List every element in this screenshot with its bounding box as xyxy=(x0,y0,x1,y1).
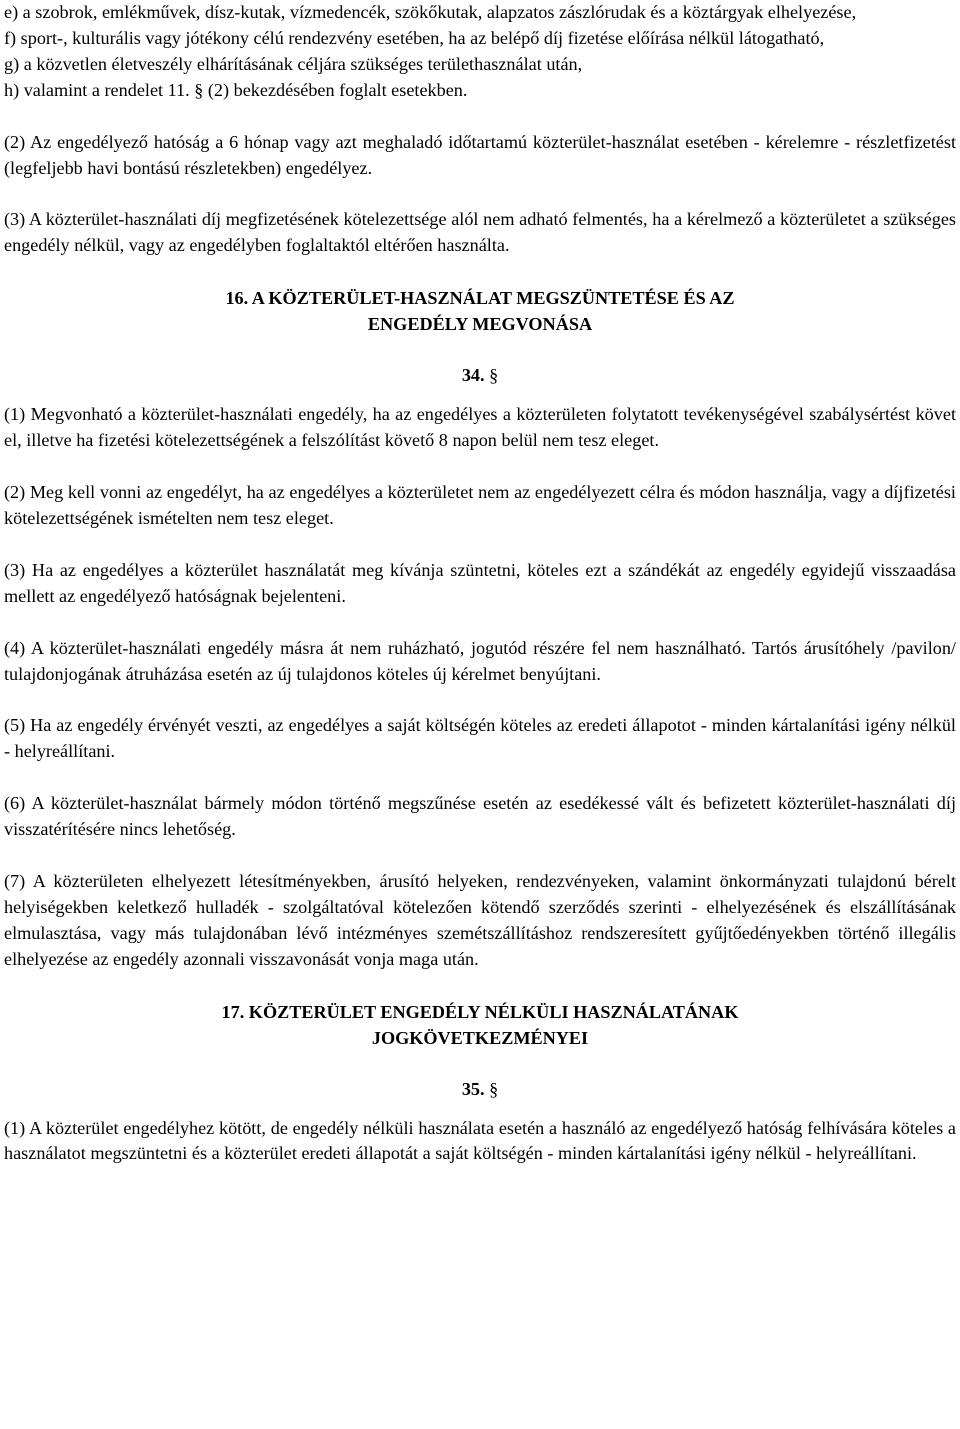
section-34-paragraph-7: (7) A közterületen elhelyezett létesítményekben, árusító helyeken, rendezvényeken, valamint önkormányzati tulajdonú bérelt helyiségekben keletkező hulladék - szolgáltatóval kötelezően kötendő szerződés szerinti - elhelyezésének és elszállításának elmulasztása, vagy más tulajdonában lévő intézményes szemétszállításhoz rendszeresített gyűjtőedényekben történő illegális elhelyezése az engedély azonnali visszavonását vonja maga után. xyxy=(4,871,956,969)
list-item-h: h) valamint a rendelet 11. § (2) bekezdésében foglalt esetekben. xyxy=(4,79,468,100)
chapter-17-heading xyxy=(4,999,956,1051)
section-35-heading xyxy=(4,1077,956,1103)
section-34-paragraph-3: (3) Ha az engedélyes a közterület használatát meg kívánja szüntetni, köteles ezt a szándékát az engedély egyidejű visszaadása mellett az engedélyező hatóságnak bejelenteni. xyxy=(4,559,956,606)
section-34-heading xyxy=(4,363,956,389)
section-34-paragraph-2: (2) Meg kell vonni az engedélyt, ha az engedélyes a közterületet nem az engedélyezett célra és módon használja, vagy a díjfizetési kötelezettségének ismételten nem tesz eleget. xyxy=(4,481,956,528)
section-34-paragraph-5: (5) Ha az engedély érvényét veszti, az engedélyes a saját költségén köteles az eredeti állapotot - minden kártalanítási igény nélkül - helyreállítani. xyxy=(4,715,956,762)
document-page xyxy=(4,0,956,1167)
section-sign: § xyxy=(489,365,499,386)
chapter-16-heading xyxy=(4,285,956,337)
chapter-17-title-line-1: 17. KÖZTERÜLET ENGEDÉLY NÉLKÜLI HASZNÁLATÁNAK xyxy=(221,1001,739,1022)
chapter-16-title-line-2: ENGEDÉLY MEGVONÁSA xyxy=(367,314,593,335)
list-item-g: g) a közvetlen életveszély elhárításának céljára szükséges területhasználat után, xyxy=(4,53,583,74)
section-34-paragraph-6: (6) A közterület-használat bármely módon történő megszűnése esetén az esedékessé vált és befizetett közterület-használati díj visszatérítésére nincs lehetőség. xyxy=(4,793,956,840)
paragraph-no-exemption: (3) A közterület-használati díj megfizetésének kötelezettsége alól nem adható felmentés, ha a kérelmező a közterületet a szükséges engedély nélkül, vagy az engedélyben foglaltaktól eltérően használta. xyxy=(4,209,956,256)
section-35-paragraph-1: (1) A közterület engedélyhez kötött, de engedély nélküli használata esetén a használó az engedélyező hatóság felhívására köteles a használatot megszüntetni és a közterület eredeti állapotát a saját költségén - minden kártalanítási igény nélkül - helyreállítani. xyxy=(4,1117,956,1164)
list-item-e: e) a szobrok, emlékművek, dísz-kutak, vízmedencék, szökőkutak, alapzatos zászlórudak és a köztárgyak elhelyezése, xyxy=(4,2,857,22)
section-34-number: 34. xyxy=(461,365,485,386)
enumerated-list xyxy=(4,0,956,104)
section-34-paragraph-4: (4) A közterület-használati engedély másra át nem ruházható, jogutód részére fel nem használható. Tartós árusítóhely /pavilon/ tulajdonjogának átruházása esetén az új tulajdonos köteles új kérelmet benyújtani. xyxy=(4,637,956,684)
section-sign: § xyxy=(489,1078,499,1099)
section-35-number: 35. xyxy=(461,1078,485,1099)
chapter-16-title-line-1: 16. A KÖZTERÜLET-HASZNÁLAT MEGSZÜNTETÉSE ÉS AZ xyxy=(225,288,735,309)
section-34-paragraph-1: (1) Megvonható a közterület-használati engedély, ha az engedélyes a közterületen folytatott tevékenységével szabálysértést követ el, illetve ha fizetési kötelezettségének a felszólítást követő 8 napon belül nem tesz eleget. xyxy=(4,404,956,451)
chapter-17-title-line-2: JOGKÖVETKEZMÉNYEI xyxy=(371,1027,589,1048)
list-item-f: f) sport-, kulturális vagy jótékony célú rendezvény esetében, ha az belépő díj fizetése előírása nélkül látogatható, xyxy=(4,27,825,48)
paragraph-installment: (2) Az engedélyező hatóság a 6 hónap vagy azt meghaladó időtartamú közterület-használat esetében - kérelemre - részletfizetést (legfeljebb havi bontású részletekben) engedélyez. xyxy=(4,131,956,178)
